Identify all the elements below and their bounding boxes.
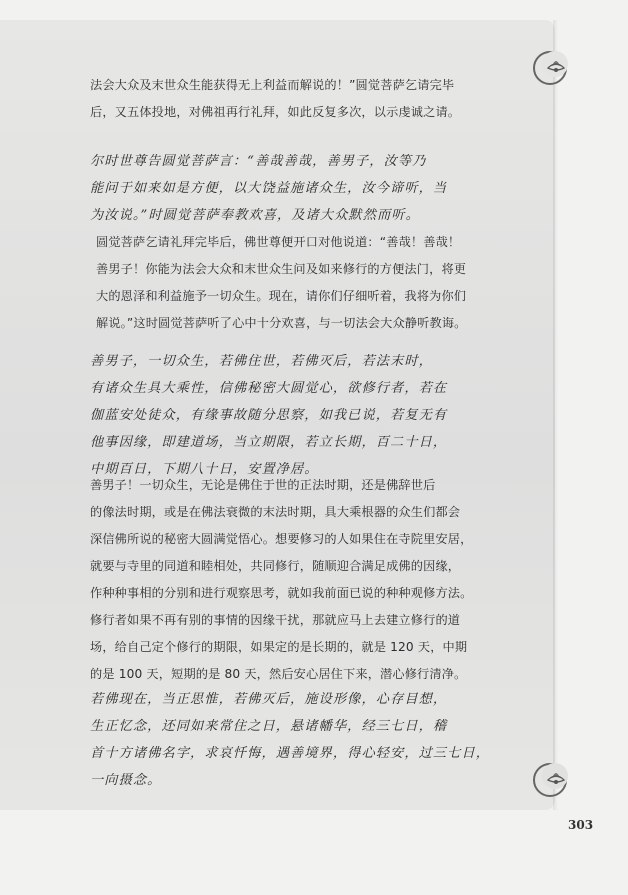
panel-edge-shadow [553, 20, 558, 810]
crescent-lotus-icon [530, 760, 570, 800]
translation-paragraph-1: 法会大众及末世众生能获得无上利益而解说的！”圆觉菩萨乞请完毕 后，又五体投地，对佛祖再行礼拜，如此反复多次，以示虔诚之请。 [90, 78, 461, 119]
translation-paragraph-3: 善男子！一切众生，无论是佛住于世的正法时期，还是佛辞世后 的像法时期，或是在佛法衰微的末法时期，具大乘根器的众生们都会 深信佛所说的秘密大圆满觉悟心。想要修习的人如果住在寺院里安居， 就要与寺里的同道和睦相处，共同修行，随顺迎合满足成佛的因缘， 作种种事相的分别和进行观察思考，就如我前面已说的种种观修方法。 修行者如果不再有别的事情的因缘干扰，那就应马上去建立修行的道 场，给自己定个修行的期限，如果定的是长期的，就是 120 天，中期 的是 100 天，短期的是 80 天，然后安心居住下来，潜心修行清净。 [90, 478, 473, 681]
sutra-paragraph-2: 善男子，一切众生，若佛住世，若佛灭后，若法末时， 有诸众生具大乘性，信佛秘密大圆觉心，欲修行者，若在 伽蓝安处徒众，有缘事故随分思察，如我已说，若复无有 他事因缘，即建道场，当立期限，若立长期，百二十日， 中期百日，下期八十日，安置净居。 [90, 354, 448, 477]
translation-paragraph-2: 圆觉菩萨乞请礼拜完毕后，佛世尊便开口对他说道：“善哉！善哉！ 善男子！你能为法会大众和末世众生问及如来修行的方便法门，将更 大的恩泽和利益施予一切众生。现在，请你们仔细听着，我将为你们 解说。”这时圆觉菩萨听了心中十分欢喜，与一切法会大众静听教诲。 [96, 235, 467, 330]
page-number: 303 [568, 818, 594, 832]
sutra-paragraph-1: 尔时世尊告圆觉菩萨言：“善哉善哉，善男子，汝等乃 能问于如来如是方便，以大饶益施诸众生，汝今谛听，当 为汝说。”时圆觉菩萨奉教欢喜，及诸大众默然而听。 [90, 154, 448, 223]
sutra-paragraph-3: 若佛现在，当正思惟，若佛灭后，施设形像，心存目想， 生正忆念，还同如来常住之日，悬诸幡华，经三七日，稽 首十方诸佛名字，求哀忏悔，遇善境界，得心轻安，过三七日， 一向摄念。 [90, 692, 491, 788]
